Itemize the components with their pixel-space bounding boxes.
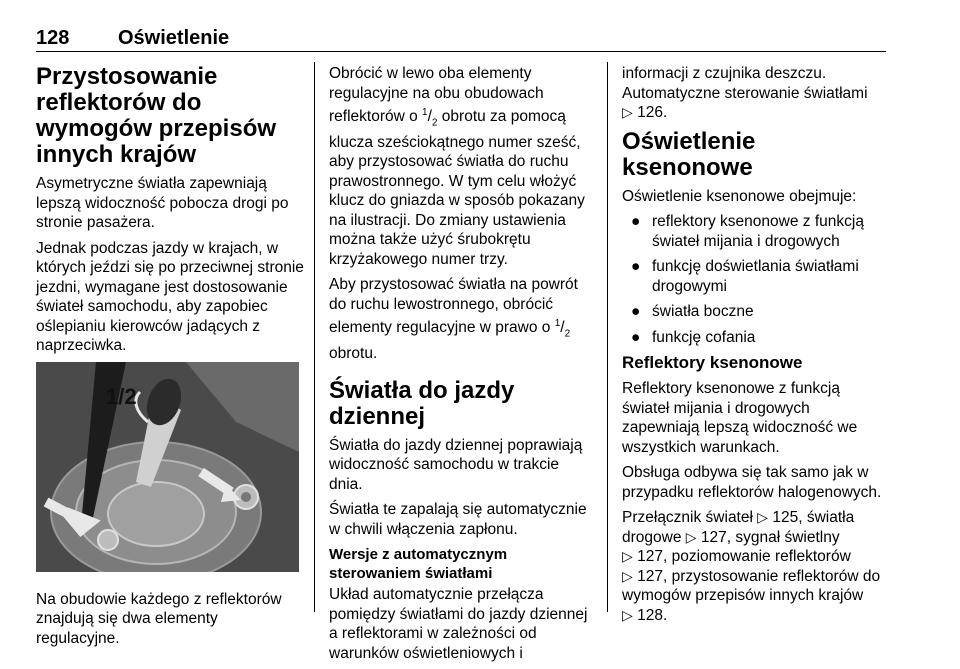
subheading-automatic: Wersje z automatycznym sterowaniem światłami: [329, 546, 508, 582]
paragraph: Układ automatycznie przełącza pomiędzy światłami do jazdy dziennej a reflektorami w zależności od warunków oświetleniowych i: [329, 586, 588, 662]
column-divider-1: [314, 62, 315, 612]
column-1: [36, 64, 304, 654]
headlamp-adjustment-illustration: [36, 362, 299, 572]
list-item: ● światła boczne: [631, 303, 754, 320]
paragraph: Obrócić w lewo oba elementy regulacyjne na obu obudowach reflektorów o $^1/_2$ obrotu za pomocą klucza sześciokątnego numer sześć, aby przystosować światła do ruchu prawostronnego. W tym celu włożyć klucz do gniazda w sposób pokazany na ilustracji. Do zmiany ustawienia można także użyć śrubokrętu krzyżakowego numer trzy.: [329, 65, 585, 268]
figure-label: 1/2: [106, 383, 137, 409]
paragraph: Światła te zapalają się automatycznie w chwili włączenia zapłonu.: [329, 501, 587, 538]
paragraph: Światła do jazdy dziennej poprawiają widoczność samochodu w trakcie dnia.: [329, 436, 583, 493]
header-rule: [36, 51, 886, 52]
column-divider-2: [607, 62, 608, 612]
subheading-xenon-headlamps: Reflektory ksenonowe: [622, 353, 803, 372]
paragraph: informacji z czujnika deszczu. Automatyczne sterowanie światłami ▷ 126.: [622, 65, 868, 121]
page-ref: 126: [637, 104, 663, 121]
list-item: ● reflektory ksenonowe z funkcją świateł mijania i drogowych: [631, 213, 864, 250]
column-2: [329, 64, 595, 669]
list-item: ● funkcję doświetlania światłami drogowymi: [631, 258, 859, 295]
paragraph: Aby przystosować światła na powrót do ruchu lewostronnego, obrócić elementy regulacyjne w prawo o $^1/_2$ obrotu.: [329, 276, 578, 362]
paragraph: Reflektory ksenonowe z funkcją świateł mijania i drogowych zapewniają lepszą widoczność we wszystkich warunkach.: [622, 380, 858, 456]
paragraph: Oświetlenie ksenonowe obejmuje:: [622, 187, 857, 205]
list-item: ● funkcję cofania: [631, 328, 756, 346]
paragraph: Przełącznik świateł ▷ 125, światła drogowe ▷ 127, sygnał świetlny ▷ 127, poziomowanie reflektorów ▷ 127, przystosowanie reflektorów do wymogów przepisów innych krajów ▷ 128.: [622, 509, 881, 624]
paragraph: Asymetryczne światła zapewniają lepszą widoczność pobocza drogi po stronie pasażera.: [36, 175, 289, 231]
column-3: [622, 64, 888, 631]
section-heading-headlamp-adjust: Przystosowanie reflektorów do wymogów przepisów innych krajów: [36, 63, 277, 168]
paragraph: Jednak podczas jazdy w krajach, w których jeździ się po przeciwnej stronie jezdni, wymagane jest dostosowanie świateł samochodu, aby zapobiec oślepianiu kierowców jadących z naprzeciwka.: [36, 239, 304, 354]
paragraph: Obsługa odbywa się tak samo jak w przypadku reflektorów halogenowych.: [622, 464, 882, 501]
page-number: 128: [36, 27, 70, 49]
section-heading-daytime-lights: Światła do jazdy dziennej: [329, 376, 515, 430]
bullet-list: [622, 212, 888, 347]
page-ref-icon: ▷: [622, 104, 633, 120]
section-title: Oświetlenie: [118, 27, 230, 49]
headlamp-illustration-svg: [36, 362, 299, 572]
figure-caption: Na obudowie każdego z reflektorów znajdują się dwa elementy regulacyjne.: [36, 590, 282, 647]
section-heading-xenon: Oświetlenie ksenonowe: [622, 127, 756, 181]
